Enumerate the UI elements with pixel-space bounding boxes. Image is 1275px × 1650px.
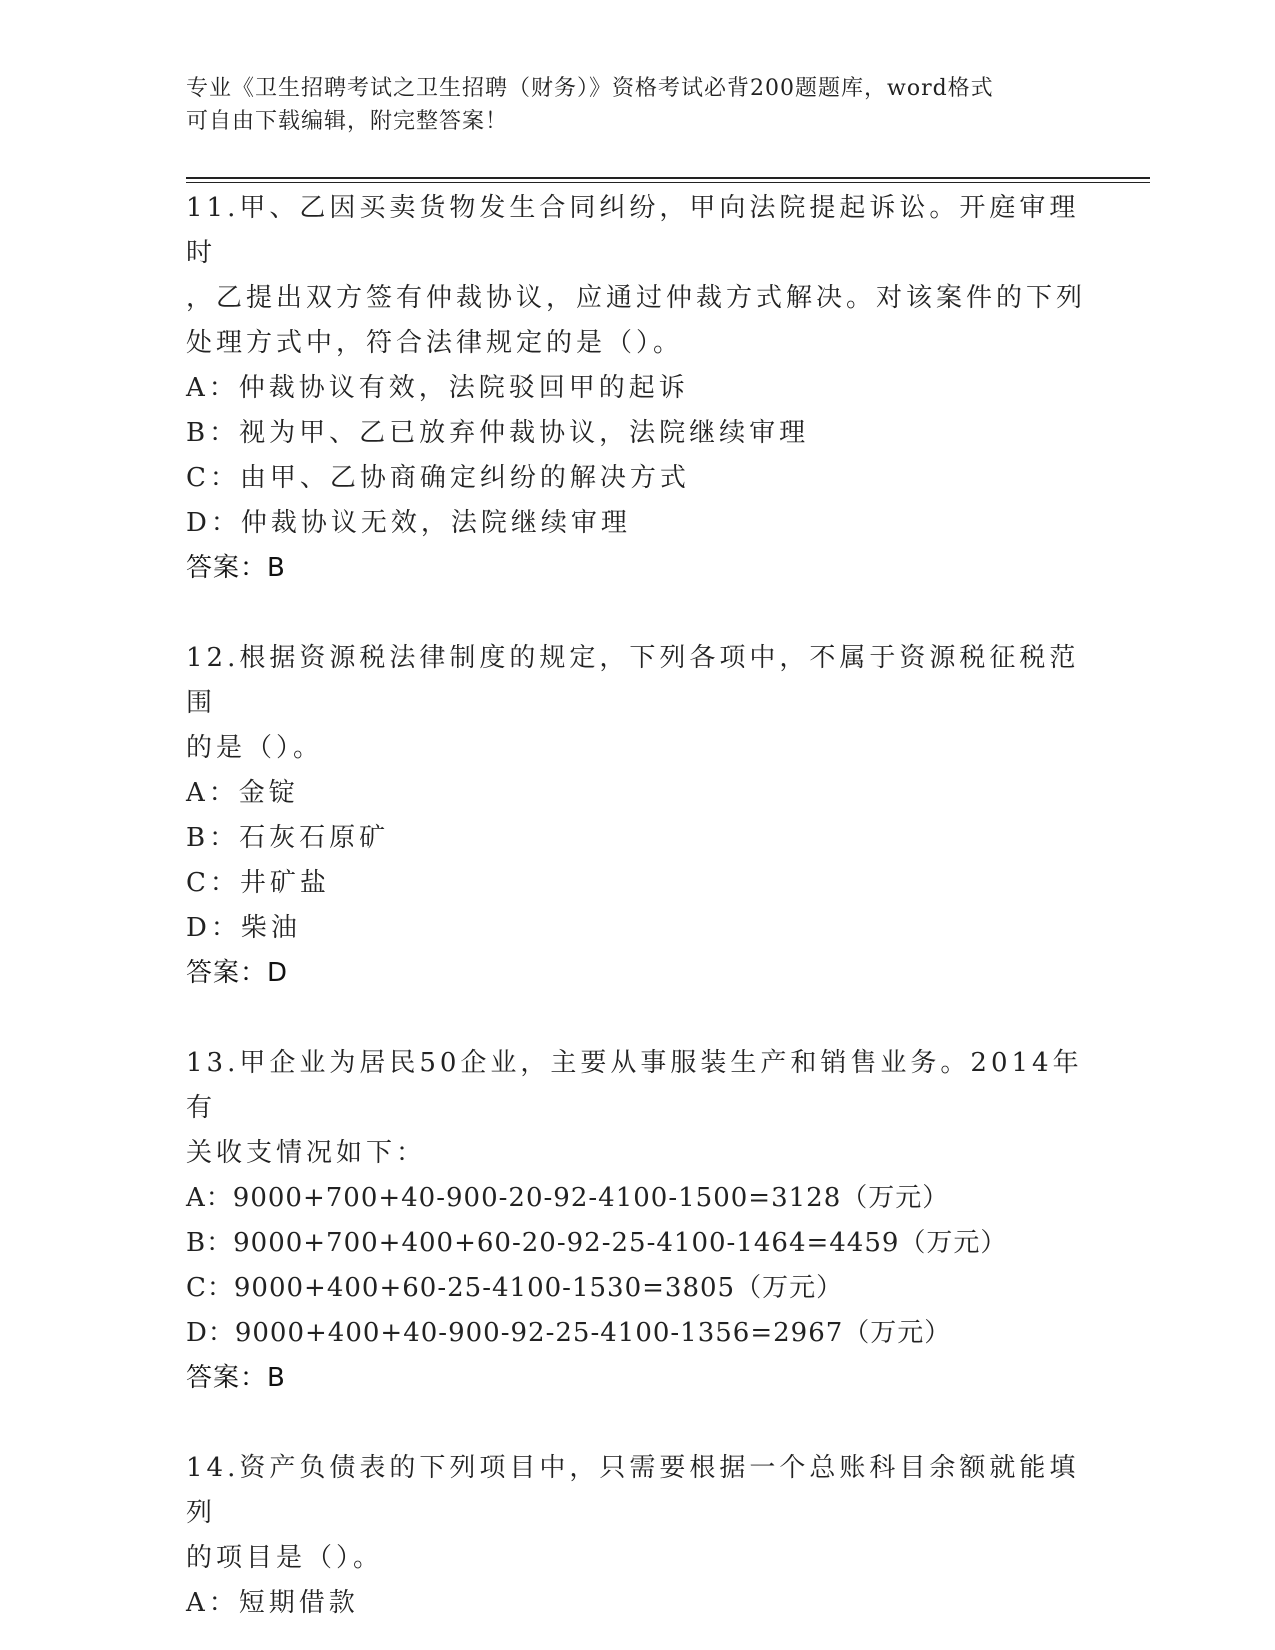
- header-rule-thick: [186, 177, 1150, 179]
- option-b: B：石灰石原矿: [186, 823, 390, 853]
- question-stem-line: 处理方式中，符合法律规定的是（）。: [186, 328, 684, 358]
- question-13: [186, 1041, 1086, 1401]
- answer: 答案：B: [186, 553, 286, 583]
- question-stem-line: 13.甲企业为居民50企业，主要从事服装生产和销售业务。2014年有: [186, 1048, 1083, 1123]
- option-a: A：短期借款: [186, 1588, 359, 1618]
- question-stem-line: 14.资产负债表的下列项目中，只需要根据一个总账科目余额就能填列: [186, 1453, 1080, 1528]
- question-stem-line: ，乙提出双方签有仲裁协议，应通过仲裁方式解决。对该案件的下列: [186, 283, 1087, 313]
- question-list: [186, 186, 1086, 1626]
- document-header: [186, 72, 1066, 138]
- option-c: C：井矿盐: [186, 868, 330, 898]
- question-stem-line: 关收支情况如下：: [186, 1138, 427, 1168]
- option-d: D：仲裁协议无效，法院继续审理: [186, 508, 631, 538]
- question-11: [186, 186, 1086, 591]
- question-stem-line: 11.甲、乙因买卖货物发生合同纠纷，甲向法院提起诉讼。开庭审理时: [186, 193, 1080, 268]
- question-stem-line: 的项目是（）。: [186, 1543, 384, 1573]
- option-b: B：视为甲、乙已放弃仲裁协议，法院继续审理: [186, 418, 810, 448]
- answer: 答案：B: [186, 1363, 286, 1393]
- question-14: [186, 1446, 1086, 1626]
- question-gap: [186, 1401, 1086, 1446]
- header-line-1: 专业《卫生招聘考试之卫生招聘（财务）》资格考试必背200题题库，word格式: [186, 76, 994, 101]
- header-line-2: 可自由下载编辑，附完整答案！: [186, 109, 509, 134]
- question-12: [186, 636, 1086, 996]
- option-c: C：9000+400+60-25-4100-1530=3805（万元）: [186, 1273, 844, 1303]
- option-b: B：9000+700+400+60-20-92-25-4100-1464=4459（万元）: [186, 1228, 1008, 1258]
- question-stem-line: 的是（）。: [186, 733, 324, 763]
- question-gap: [186, 591, 1086, 636]
- option-d: D：9000+400+40-900-92-25-4100-1356=2967（万元）: [186, 1318, 952, 1348]
- option-a: A：金锭: [186, 778, 299, 808]
- option-c: C：由甲、乙协商确定纠纷的解决方式: [186, 463, 690, 493]
- question-gap: [186, 996, 1086, 1041]
- question-stem-line: 12.根据资源税法律制度的规定，下列各项中，不属于资源税征税范围: [186, 643, 1080, 718]
- option-d: D：柴油: [186, 913, 301, 943]
- header-rule-thin: [186, 182, 1150, 183]
- option-a: A：9000+700+40-900-20-92-4100-1500=3128（万元）: [186, 1183, 950, 1213]
- answer: 答案：D: [186, 958, 289, 988]
- option-a: A：仲裁协议有效，法院驳回甲的起诉: [186, 373, 689, 403]
